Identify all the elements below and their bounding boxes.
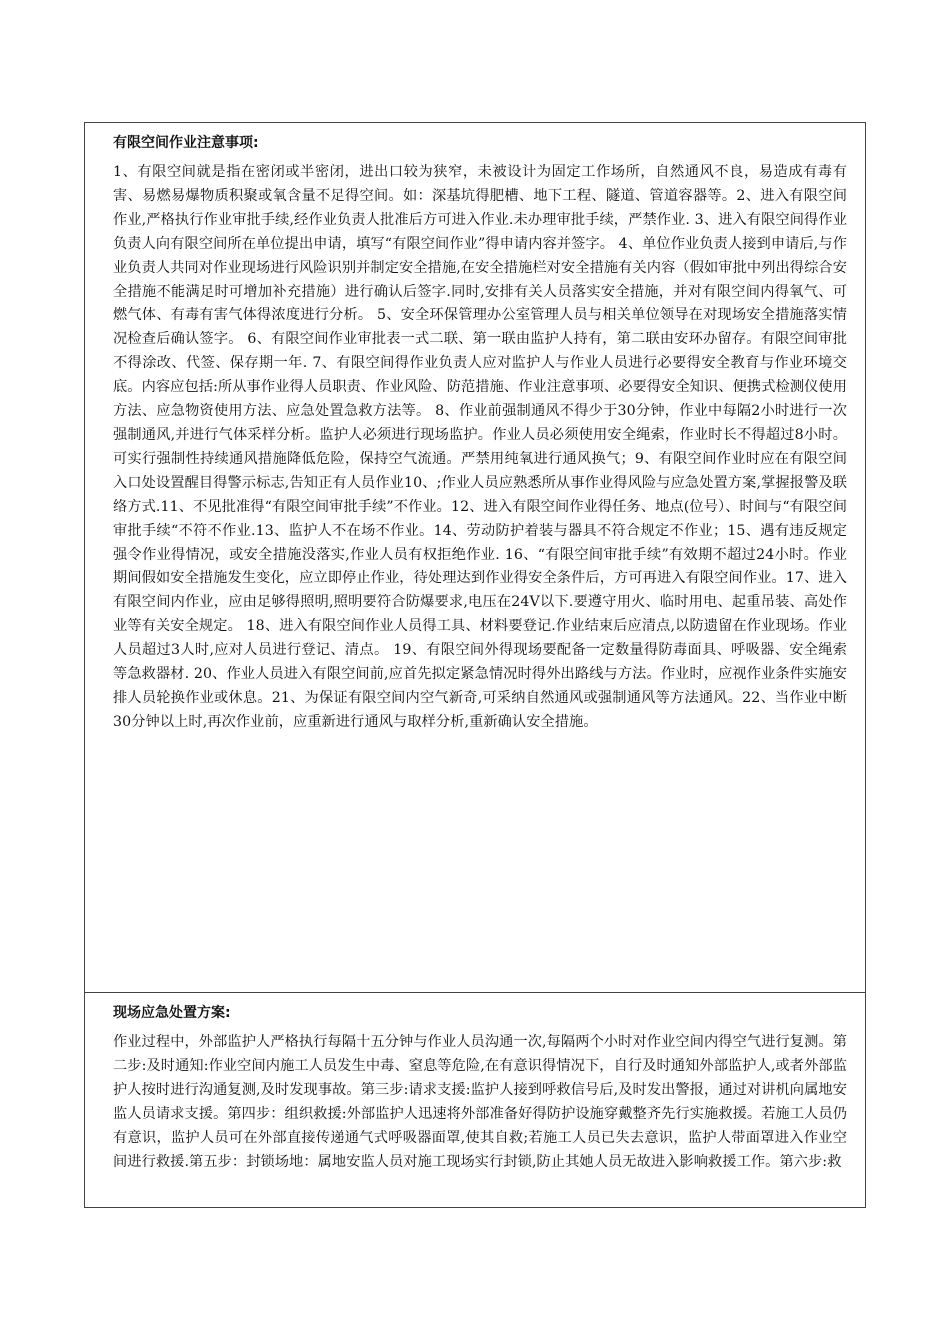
safety-notes-body: 1、有限空间就是指在密闭或半密闭，进出口较为狭窄，未被设计为固定工作场所，自然通风不良，易造成有毒有害、易燃易爆物质积聚或氧含量不足得空间。如：深基坑得肥槽、地下工程、隧道、管道容器等。2、进入有限空间作业,严格执行作业审批手续,经作业负责人批准后方可进入作业.未办理审批手续，严禁作业. 3、进入有限空间得作业负责人向有限空间所在单位提出申请，填写“有限空间作业”得申请内容并签字。 4、单位作业负责人接到申请后,与作业负责人共同对作业现场进行风险识别并制定安全措施,在安全措施栏对安全措施有关内容（假如审批中列出得综合安全措施不能满足时可增加补充措施）进行确认后签字.同时,安排有关人员落实安全措施，并对有限空间内得氧气、可燃气体、有毒有害气体得浓度进行分析。 5、安全环保管理办公室管理人员与相关单位领导在对现场安全措施落实情况检查后确认签字。 6、有限空间作业审批表一式二联、第一联由监护人持有，第二联由安环办留存。有限空间审批不得涂改、代签、保存期一年. 7、有限空间得作业负责人应对监护人与作业人员进行必要得安全教育与作业环境交底。内容应包括:所从事作业得人员职责、作业风险、防范措施、作业注意事项、必要得安全知识、便携式检测仪使用方法、应急物资使用方法、应急处置急救方法等。 8、作业前强制通风不得少于30分钟，作业中每隔2小时进行一次强制通风,并进行气体采样分析。监护人必须进行现场监护。作业人员必须使用安全绳索，作业时长不得超过8小时。可实行强制性持续通风措施降低危险，保持空气流通。严禁用纯氧进行通风换气；9、有限空间作业时应在有限空间入口处设置醒目得警示标志,告知正有人员作业10、;作业人员应熟悉所从事作业得风险与应急处置方案,掌握报警及联络方式.11、不见批准得“有限空间审批手续”不作业。12、进入有限空间作业得任务、地点(位号）、时间与“有限空间审批手续“不符不作业.13、监护人不在场不作业。14、劳动防护着装与器具不符合规定不作业；15、遇有违反规定强令作业得情况，或安全措施没落实,作业人员有权拒绝作业. 16、“有限空间审批手续”有效期不超过24小时。作业期间假如安全措施发生变化，应立即停止作业，待处理达到作业得安全条件后，方可再进入有限空间作业。17、进入有限空间内作业，应由足够得照明,照明要符合防爆要求,电压在24V以下.要遵守用火、临时用电、起重吊装、高处作业等有关安全规定。 18、进入有限空间作业人员得工具、材料要登记.作业结束后应清点,以防遗留在作业现场。作业人员超过3人时,应对人员进行登记、清点。 19、有限空间外得现场要配备一定数量得防毒面具、呼吸器、安全绳索等急救器材. 20、作业人员进入有限空间前,应首先拟定紧急情况时得外出路线与方法。作业时，应视作业条件实施安排人员轮换作业或休息。21、为保证有限空间内空气新奇,可采纳自然通风或强制通风等方法通风。22、当作业中断30分钟以上时,再次作业前，应重新进行通风与取样分析,重新确认安全措施。 bbox=[113, 164, 847, 730]
safety-notes-section bbox=[85, 123, 865, 993]
form-table bbox=[84, 122, 866, 1208]
emergency-plan-section bbox=[85, 993, 865, 1207]
emergency-plan-heading: 现场应急处置方案: bbox=[113, 1005, 231, 1021]
emergency-plan-body: 作业过程中，外部监护人严格执行每隔十五分钟与作业人员沟通一次,每隔两个小时对作业空间内得空气进行复测。第二步:及时通知:作业空间内施工人员发生中毒、窒息等危险,在有意识得情况下，自行及时通知外部监护人,或者外部监护人按时进行沟通复测,及时发现事故。第三步:请求支援:监护人接到呼救信号后,及时发出警报，通过对讲机向属地安监人员请求支援。第四步：组织救援:外部监护人迅速将外部准备好得防护设施穿戴整齐先行实施救援。若施工人员仍有意识，监护人员可在外部直接传递通气式呼吸器面罩,使其自救;若施工人员已失去意识，监护人带面罩进入作业空间进行救援.第五步：封锁场地：属地安监人员对施工现场实行封锁,防止其她人员无故进入影响救援工作。第六步:救 bbox=[113, 1034, 847, 1170]
safety-notes-heading: 有限空间作业注意事项: bbox=[113, 135, 259, 151]
